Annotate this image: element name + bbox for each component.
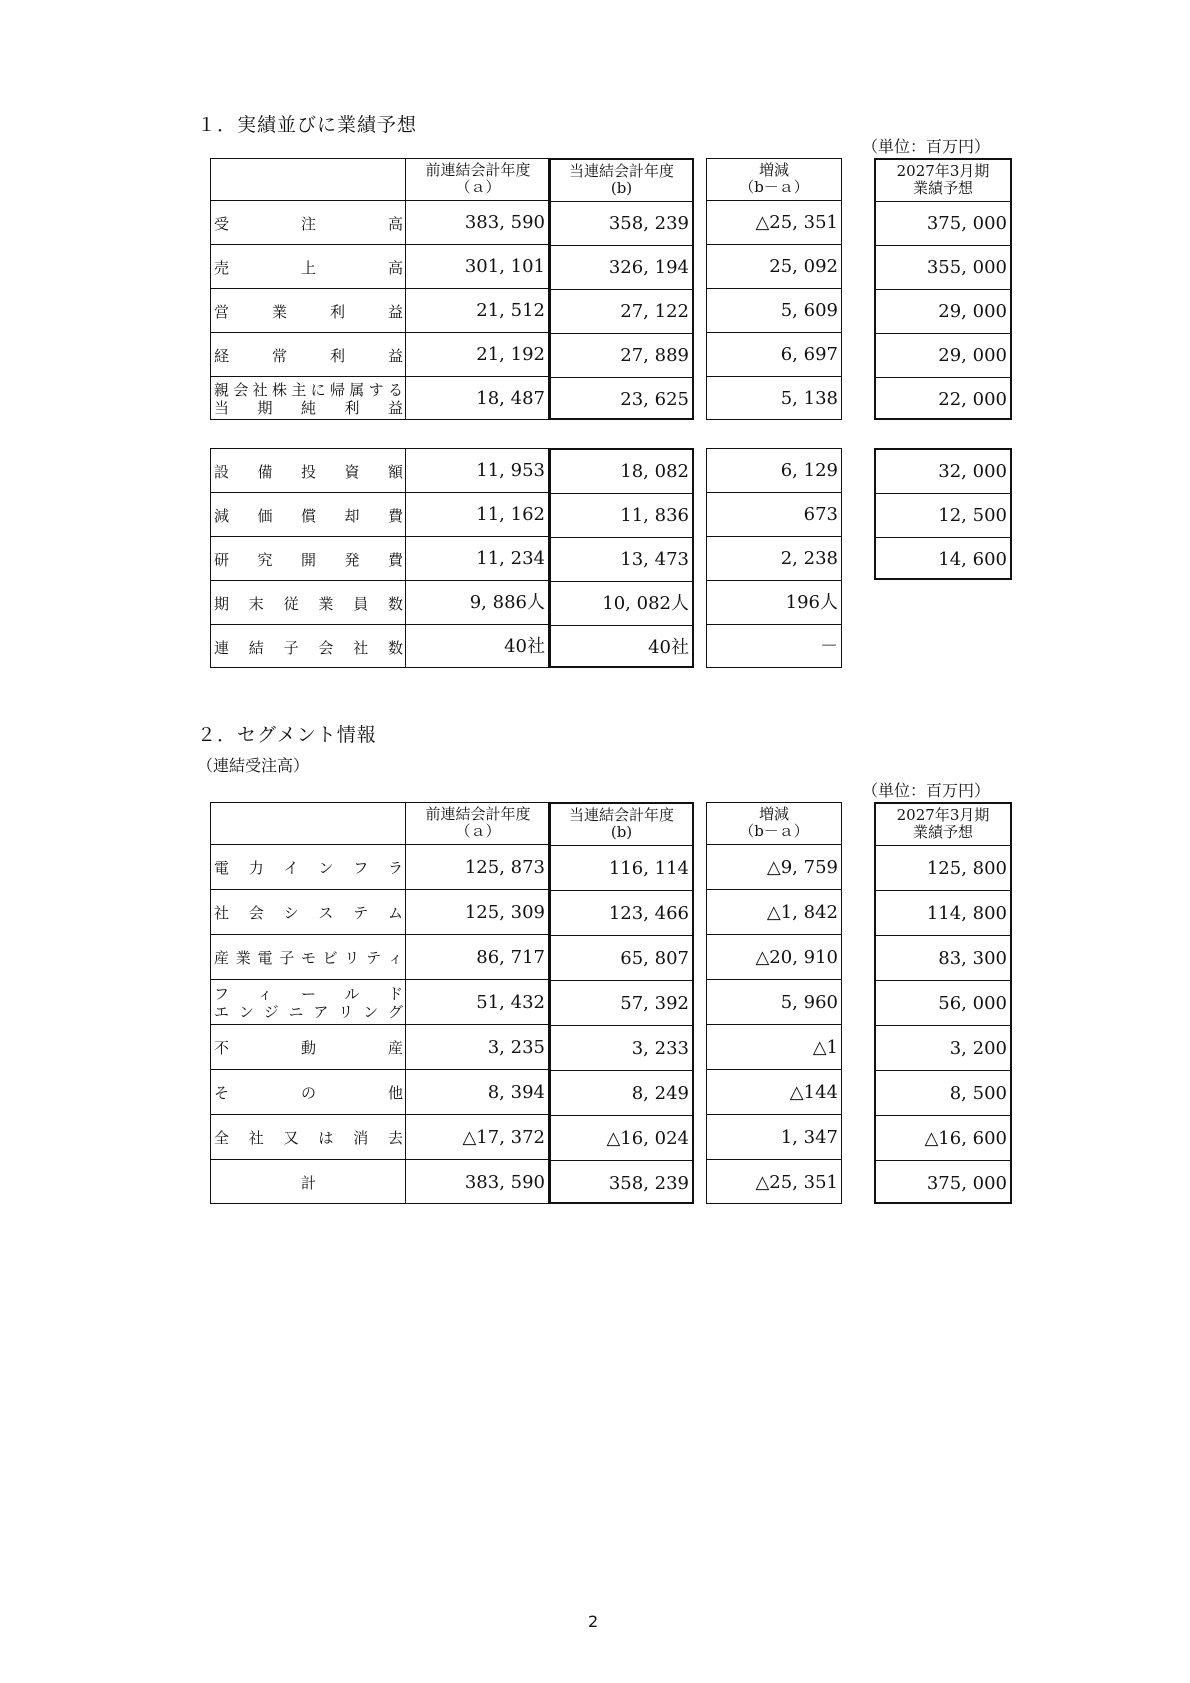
current-value: 358, 239	[608, 213, 689, 234]
row-label	[211, 890, 406, 935]
label-char: の	[300, 1084, 316, 1102]
header-diff-sub: （b－ａ）	[739, 178, 809, 196]
header-current-sub: (b)	[610, 179, 633, 197]
label-char: 投	[300, 462, 316, 481]
table-forecast-group	[874, 802, 1012, 1204]
label-char: 期	[214, 594, 230, 613]
label-char: 研	[214, 550, 230, 569]
label-char: ジ	[263, 1002, 279, 1021]
label-char: テ	[366, 949, 382, 967]
prev-value: 86, 717	[476, 947, 545, 968]
table-left-group	[210, 158, 549, 420]
table-diff-group	[706, 802, 842, 1204]
row-label	[211, 625, 406, 669]
label-char: 営	[214, 302, 230, 321]
row-label-text	[214, 505, 403, 526]
label-char: ン	[238, 1002, 254, 1021]
table-current-group	[549, 802, 694, 1204]
prev-value: 9, 886人	[469, 592, 545, 613]
label-char: グ	[387, 1002, 403, 1021]
row-label	[211, 493, 406, 537]
header-forecast-sub: 業績予想	[912, 179, 973, 197]
forecast-value: 83, 300	[938, 948, 1007, 969]
header-forecast-label: 2027年3月期	[896, 806, 990, 824]
section2-unit: （単位：百万円）	[862, 781, 991, 800]
label-char: 社	[353, 638, 369, 657]
label-char: ン	[318, 859, 334, 877]
label-char: 又	[283, 1129, 299, 1147]
row-label-text	[214, 461, 403, 482]
diff-value: 6, 129	[780, 460, 838, 481]
current-value: 65, 807	[620, 948, 689, 969]
label-char: 会	[248, 904, 264, 922]
label-char: 設	[214, 462, 230, 481]
prev-value: 11, 162	[476, 504, 545, 525]
current-value: 27, 889	[620, 345, 689, 366]
forecast-value: 14, 600	[938, 549, 1007, 570]
label-char: す	[368, 381, 384, 399]
prev-value: 40社	[504, 636, 545, 657]
label-char: 社	[214, 904, 230, 922]
table-left-group	[210, 802, 549, 1204]
label-char: 従	[283, 594, 299, 613]
header-current-label: 当連結会計年度	[568, 806, 674, 824]
label-char: 電	[257, 949, 273, 967]
label-char: 消	[353, 1129, 369, 1147]
label-char: 益	[387, 346, 403, 365]
current-value: 123, 466	[608, 903, 689, 924]
diff-value: 5, 960	[780, 992, 838, 1013]
label-char: 結	[248, 638, 264, 657]
label-char: 子	[279, 949, 295, 967]
label-char: は	[318, 1129, 334, 1147]
current-value: △16, 024	[606, 1128, 689, 1149]
label-line	[214, 1003, 403, 1021]
diff-value: △25, 351	[755, 1172, 838, 1193]
forecast-value: 355, 000	[926, 257, 1007, 278]
label-char: ド	[387, 984, 403, 1003]
prev-value: 21, 192	[476, 344, 545, 365]
current-value: 13, 473	[620, 549, 689, 570]
label-char: 員	[353, 594, 369, 613]
label-char: そ	[214, 1084, 230, 1102]
label-char: エ	[214, 1002, 230, 1021]
label-char: リ	[338, 1002, 354, 1021]
diff-value: －	[820, 636, 838, 657]
label-char: 費	[387, 506, 403, 525]
table-left-group	[210, 448, 549, 668]
table-current-group	[549, 158, 694, 420]
current-value: 11, 836	[620, 505, 689, 526]
row-label	[211, 245, 406, 289]
forecast-value: 8, 500	[949, 1083, 1007, 1104]
table-diff-group	[706, 158, 842, 420]
diff-value: 5, 138	[780, 388, 838, 409]
label-char: 価	[257, 506, 273, 525]
label-char: 会	[233, 381, 249, 399]
prev-value: 8, 394	[487, 1082, 545, 1103]
forecast-value: 375, 000	[926, 213, 1007, 234]
label-char: ル	[344, 984, 360, 1003]
diff-value: △144	[789, 1082, 838, 1103]
header-diff-sub: （b－ａ）	[739, 822, 809, 840]
row-label-two-line	[214, 985, 403, 1021]
header-diff-label: 増減	[758, 805, 789, 823]
label-char: 額	[387, 462, 403, 481]
prev-value: 383, 590	[464, 1172, 545, 1193]
label-char: 業	[271, 302, 287, 321]
section1-title: １．実績並びに業績予想	[197, 114, 418, 136]
row-label	[211, 1115, 406, 1160]
page-number: 2	[588, 1612, 599, 1631]
current-value: 116, 114	[608, 858, 689, 879]
label-char: 業	[235, 949, 251, 967]
label-char: 益	[387, 302, 403, 321]
row-label	[211, 333, 406, 377]
diff-value: 6, 697	[780, 344, 838, 365]
label-char: 不	[214, 1039, 230, 1057]
label-char: 期	[257, 399, 273, 417]
header-forecast-sub: 業績予想	[912, 823, 973, 841]
forecast-value: △16, 600	[924, 1128, 1007, 1149]
label-char: 株	[271, 381, 287, 399]
prev-value: 11, 953	[476, 460, 545, 481]
label-char: モ	[300, 949, 316, 967]
current-value: 57, 392	[620, 993, 689, 1014]
prev-value: 125, 309	[464, 902, 545, 923]
row-label	[211, 201, 406, 245]
label-char: ニ	[288, 1002, 304, 1021]
diff-value: 25, 092	[769, 256, 838, 277]
label-char: 産	[387, 1039, 403, 1057]
label-char: 上	[300, 258, 316, 277]
row-label	[211, 537, 406, 581]
label-char: 連	[214, 638, 230, 657]
label-char: 売	[214, 258, 230, 277]
label-char: 開	[300, 550, 316, 569]
row-label-text	[214, 213, 403, 234]
label-char: ー	[300, 984, 316, 1003]
header-prev-sub: （ａ）	[455, 178, 501, 196]
label-char: イ	[283, 859, 299, 877]
row-label-text	[214, 1082, 403, 1103]
label-char: 社	[248, 1129, 264, 1147]
prev-value: 51, 432	[476, 992, 545, 1013]
label-char: ス	[318, 904, 334, 922]
diff-value: △20, 910	[755, 947, 838, 968]
table-current-group	[549, 448, 694, 668]
label-char: ア	[313, 1002, 329, 1021]
label-char: シ	[283, 904, 299, 922]
prev-value: 3, 235	[487, 1037, 545, 1058]
current-value: 358, 239	[608, 1173, 689, 1194]
label-char: 数	[387, 638, 403, 657]
label-char: ム	[387, 904, 403, 922]
table-forecast-group	[874, 158, 1012, 420]
row-label-text	[214, 1127, 403, 1148]
row-label-text	[214, 345, 403, 366]
table-diff-group	[706, 448, 842, 668]
label-char: フ	[353, 859, 369, 877]
row-label	[211, 1025, 406, 1070]
current-value: 27, 122	[620, 301, 689, 322]
label-line	[214, 985, 403, 1003]
forecast-value: 29, 000	[938, 345, 1007, 366]
label-char: 減	[214, 506, 230, 525]
current-value: 23, 625	[620, 389, 689, 410]
label-char: 高	[387, 258, 403, 277]
diff-value: 2, 238	[780, 548, 838, 569]
current-value: 326, 194	[608, 257, 689, 278]
row-label-text	[214, 301, 403, 322]
prev-value: 11, 234	[476, 548, 545, 569]
section2-subtitle: （連結受注高）	[197, 756, 310, 775]
label-char: ラ	[387, 859, 403, 877]
row-label-two-line	[214, 381, 403, 417]
label-char: 純	[300, 399, 316, 417]
diff-value: △1, 842	[766, 902, 838, 923]
label-char: 業	[318, 594, 334, 613]
label-char: 費	[387, 550, 403, 569]
row-label-text	[214, 902, 403, 923]
header-prev-label: 前連結会計年度	[425, 805, 531, 823]
label-char: 電	[214, 859, 230, 877]
forecast-value: 3, 200	[949, 1038, 1007, 1059]
section2-title: ２．セグメント情報	[197, 724, 377, 746]
label-char: テ	[353, 904, 369, 922]
label-char: 帰	[329, 381, 345, 399]
label-char: 他	[387, 1084, 403, 1102]
label-char: 末	[248, 594, 264, 613]
label-char: ィ	[257, 984, 273, 1003]
label-char: 会	[318, 638, 334, 657]
row-label-text	[214, 549, 403, 570]
label-char: リ	[344, 949, 360, 967]
label-char: 資	[344, 462, 360, 481]
label-char: 属	[349, 381, 365, 399]
prev-value: 301, 101	[464, 256, 545, 277]
row-label-text	[214, 1037, 403, 1058]
forecast-value: 375, 000	[926, 1173, 1007, 1194]
label-char: フ	[214, 984, 230, 1003]
label-char: 利	[344, 399, 360, 417]
label-char: 去	[387, 1129, 403, 1147]
forecast-value: 56, 000	[938, 993, 1007, 1014]
label-char: に	[310, 381, 326, 399]
label-char: ン	[363, 1002, 379, 1021]
label-char: る	[387, 381, 403, 399]
forecast-value: 22, 000	[938, 389, 1007, 410]
row-label	[211, 289, 406, 333]
diff-value: 196人	[785, 592, 838, 613]
current-value: 18, 082	[620, 461, 689, 482]
prev-value: △17, 372	[462, 1127, 545, 1148]
label-char: 注	[300, 214, 316, 233]
header-forecast-label: 2027年3月期	[896, 162, 990, 180]
label-char: 利	[329, 302, 345, 321]
label-char: 子	[283, 638, 299, 657]
current-value: 40社	[648, 637, 689, 658]
prev-value: 21, 512	[476, 300, 545, 321]
label-char: 産	[214, 949, 230, 967]
row-label-text	[214, 637, 403, 658]
label-char: 益	[387, 399, 403, 417]
label-char: ビ	[322, 949, 338, 967]
header-prev-label: 前連結会計年度	[425, 161, 531, 179]
row-label	[211, 1160, 406, 1205]
label-char: 償	[300, 506, 316, 525]
header-prev-sub: （ａ）	[455, 822, 501, 840]
row-label	[211, 581, 406, 625]
label-char: 経	[214, 346, 230, 365]
diff-value: 1, 347	[780, 1127, 838, 1148]
label-char: 究	[257, 550, 273, 569]
row-label	[211, 377, 406, 421]
label-char: 数	[387, 594, 403, 613]
row-label	[211, 845, 406, 890]
current-value: 3, 233	[631, 1038, 689, 1059]
label-char: 社	[252, 381, 268, 399]
diff-value: △25, 351	[755, 212, 838, 233]
label-char: 却	[344, 506, 360, 525]
label-char: 親	[214, 381, 230, 399]
header-diff-label: 増減	[758, 161, 789, 179]
label-char: 備	[257, 462, 273, 481]
header-current-label: 当連結会計年度	[568, 162, 674, 180]
diff-value: △1	[812, 1037, 838, 1058]
prev-value: 18, 487	[476, 388, 545, 409]
label-char: ィ	[387, 949, 403, 967]
section1-unit: （単位：百万円）	[862, 137, 991, 156]
label-char: 当	[214, 399, 230, 417]
current-value: 10, 082人	[602, 593, 689, 614]
row-label-text	[214, 593, 403, 614]
label-char: 主	[291, 381, 307, 399]
row-label	[211, 1070, 406, 1115]
row-label	[211, 935, 406, 980]
label-char: 力	[248, 859, 264, 877]
diff-value: △9, 759	[766, 857, 838, 878]
row-label	[211, 449, 406, 493]
label-char: 動	[300, 1039, 316, 1057]
label-line	[214, 381, 403, 399]
header-current-sub: (b)	[610, 823, 633, 841]
current-value: 8, 249	[631, 1083, 689, 1104]
forecast-value: 12, 500	[938, 505, 1007, 526]
prev-value: 125, 873	[464, 857, 545, 878]
diff-value: 673	[803, 504, 838, 525]
label-char: 常	[271, 346, 287, 365]
prev-value: 383, 590	[464, 212, 545, 233]
forecast-value: 114, 800	[926, 903, 1007, 924]
label-char: 全	[214, 1129, 230, 1147]
diff-value: 5, 609	[780, 300, 838, 321]
table-forecast-group	[874, 448, 1012, 580]
row-label-text	[214, 257, 403, 278]
row-label	[211, 980, 406, 1025]
label-char: 受	[214, 214, 230, 233]
forecast-value: 29, 000	[938, 301, 1007, 322]
forecast-value: 125, 800	[926, 858, 1007, 879]
label-line	[214, 399, 403, 417]
row-label-text: 計	[300, 1174, 316, 1192]
forecast-value: 32, 000	[938, 461, 1007, 482]
row-label-text	[214, 947, 403, 968]
row-label-text	[214, 857, 403, 878]
label-char: 高	[387, 214, 403, 233]
label-char: 発	[344, 550, 360, 569]
label-char: 利	[329, 346, 345, 365]
